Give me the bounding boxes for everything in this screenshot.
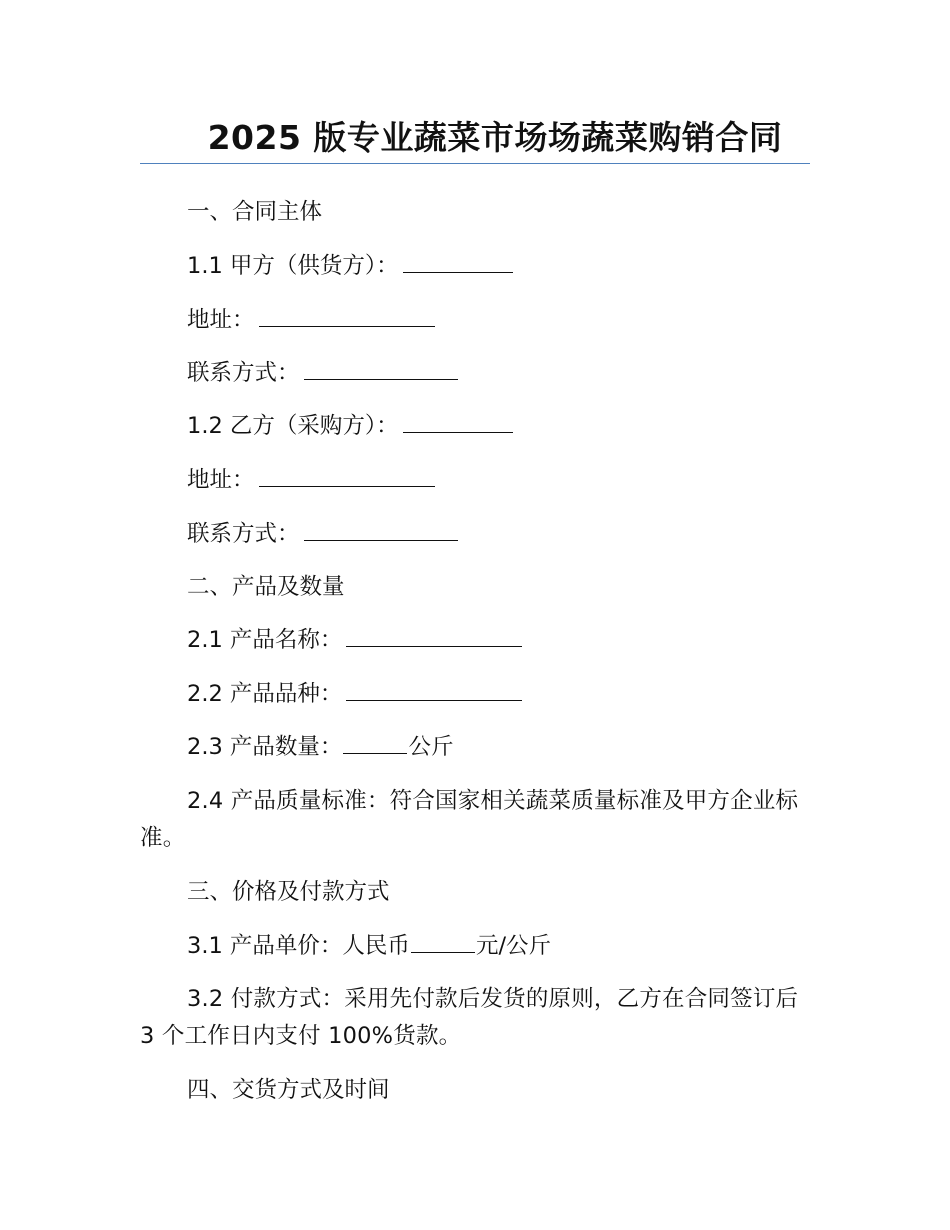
party-a-address-blank (259, 304, 435, 327)
clause-text: 2.4 产品质量标准：符合国家相关蔬菜质量标准及甲方企业标准。 (140, 788, 799, 851)
party-b-blank (403, 410, 513, 433)
clause-2-2-product-variety (140, 676, 812, 713)
quantity-blank (343, 731, 407, 754)
document-title: 2025 版专业蔬菜市场场蔬菜购销合同 (207, 118, 783, 157)
section-heading-text: 二、产品及数量 (187, 574, 345, 600)
clause-label: 3.1 产品单价：人民币 (187, 933, 410, 959)
quantity-unit: 公斤 (408, 734, 454, 760)
party-b-contact (140, 516, 812, 553)
section-heading-products (140, 569, 812, 606)
clause-2-4-quality-standard (140, 783, 812, 857)
party-b-address-blank (259, 464, 435, 487)
clause-label: 1.2 乙方（采购方）： (187, 413, 399, 439)
section-heading-price (140, 874, 812, 911)
party-b-contact-blank (304, 518, 458, 541)
section-heading-text: 三、价格及付款方式 (187, 879, 390, 905)
party-b-address (140, 462, 812, 499)
address-label: 地址： (187, 307, 255, 333)
party-a-address (140, 302, 812, 339)
contact-label: 联系方式： (187, 360, 300, 386)
title-divider (140, 163, 810, 164)
party-a-contact-blank (304, 357, 458, 380)
clause-label: 2.1 产品名称： (187, 627, 343, 653)
clause-3-1-unit-price (140, 928, 812, 965)
clause-1-1-party-a (140, 248, 812, 285)
section-heading-text: 一、合同主体 (187, 199, 323, 225)
section-heading-parties (140, 194, 812, 231)
clause-1-2-party-b (140, 408, 812, 445)
clause-2-3-product-quantity (140, 729, 812, 766)
price-unit: 元/公斤 (475, 933, 552, 959)
contact-label: 联系方式： (187, 521, 300, 547)
clause-text: 3.2 付款方式：采用先付款后发货的原则，乙方在合同签订后 3 个工作日内支付 100%货款。 (140, 986, 799, 1049)
party-a-contact (140, 355, 812, 392)
party-a-blank (403, 250, 513, 273)
product-variety-blank (346, 678, 522, 701)
section-heading-delivery (140, 1072, 812, 1109)
clause-3-2-payment-method (140, 981, 812, 1055)
clause-label: 2.3 产品数量： (187, 734, 343, 760)
clause-label: 1.1 甲方（供货方）： (187, 253, 399, 279)
clause-label: 2.2 产品品种： (187, 681, 343, 707)
section-heading-text: 四、交货方式及时间 (187, 1077, 390, 1103)
clause-2-1-product-name (140, 622, 812, 659)
address-label: 地址： (187, 467, 255, 493)
product-name-blank (346, 624, 522, 647)
unit-price-blank (411, 930, 475, 953)
